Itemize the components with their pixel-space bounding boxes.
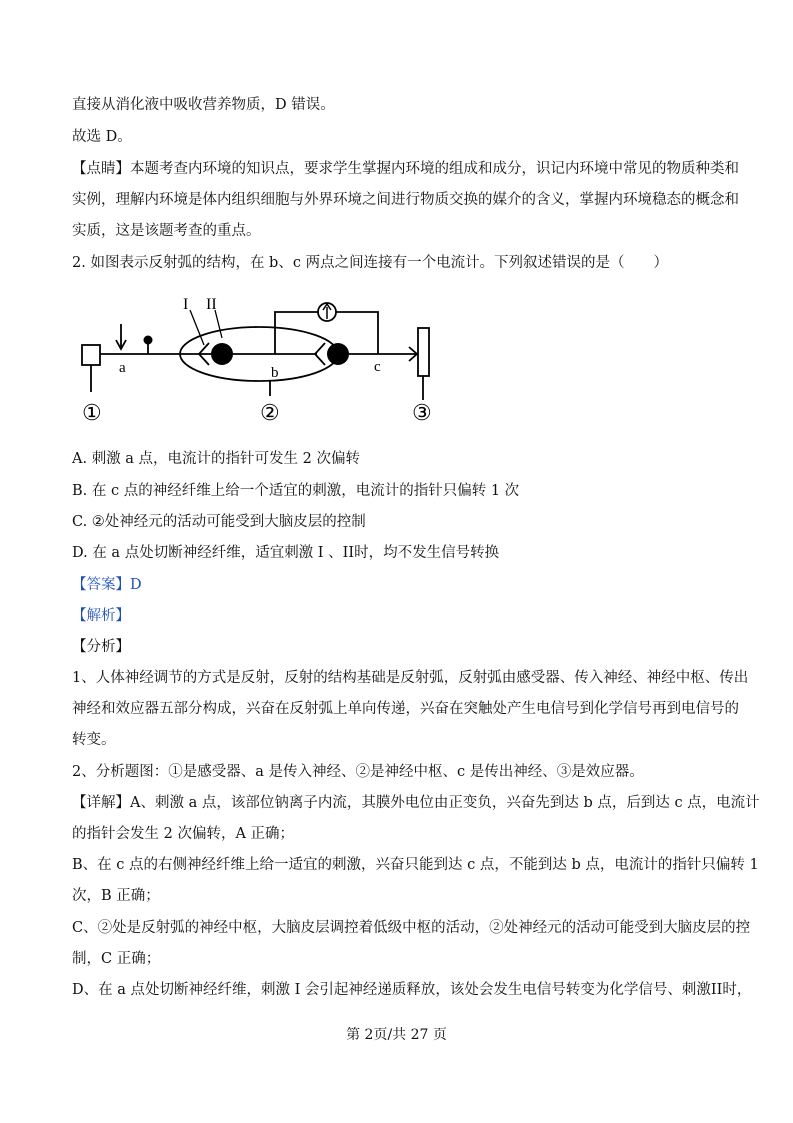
label-b: b [271,365,279,381]
label-a: a [119,360,126,376]
body-line: 1、人体神经调节的方式是反射，反射的结构基础是反射弧，反射弧由感受器、传入神经、神经中枢、传出 [72,670,749,686]
option-a: A. 刺激 a 点，电流计的指针可发生 2 次偏转 [72,451,360,467]
text-line: 实例，理解内环境是体内组织细胞与外界环境之间进行物质交换的媒介的含义，掌握内环境稳态的概念和 [72,192,739,208]
label-roman-1: I [183,296,189,313]
page-footer: 第 2页/共 27 页 [346,1027,447,1043]
question-stem: 2. 如图表示反射弧的结构，在 b、c 两点之间连接有一个电流计。下列叙述错误的是（ ） [72,255,669,271]
label-c: c [374,359,381,375]
label-circle-3: ③ [412,400,432,425]
knob [144,336,153,345]
cell-body-1 [211,343,233,365]
text-line: 直接从消化液中吸收营养物质，D 错误。 [72,97,335,113]
body-line: 转变。 [72,732,116,748]
effector-box [418,328,429,376]
reflex-arc-diagram [72,292,452,427]
body-line: B、在 c 点的右侧神经纤维上给一适宜的刺激，兴奋只能到达 c 点，不能到达 b 点，电流计的指针只偏转 1 [72,857,759,873]
analysis-tag: 【解析】 [72,608,130,624]
answer-tag: 【答案】D [72,577,142,593]
label-circle-1: ① [82,400,102,425]
text-line: 【点睛】本题考查内环境的知识点，要求学生掌握内环境的组成和成分，识记内环境中常见的物质种类和 [72,161,739,177]
body-line: 神经和效应器五部分构成，兴奋在反射弧上单向传递，兴奋在突触处产生电信号到化学信号再到电信号的 [72,701,739,717]
label-roman-2: II [206,296,217,313]
cell-body-2 [327,343,349,365]
option-c: C. ②处神经元的活动可能受到大脑皮层的控制 [72,514,366,530]
text-line: 实质，这是该题考查的重点。 [72,223,261,239]
option-b: B. 在 c 点的神经纤维上给一个适宜的刺激，电流计的指针只偏转 1 次 [72,483,520,499]
body-line: 【详解】A、刺激 a 点，该部位钠离子内流，其膜外电位由正变负，兴奋先到达 b 点，后到达 c 点，电流计 [72,795,760,811]
body-line: C、②处是反射弧的神经中枢，大脑皮层调控着低级中枢的活动，②处神经元的活动可能受到大脑皮层的控 [72,920,751,936]
body-line: 的指针会发生 2 次偏转，A 正确； [72,826,295,842]
text-line: 故选 D。 [72,129,132,145]
option-d: D. 在 a 点处切断神经纤维，适宜刺激 I 、II时，均不发生信号转换 [72,545,500,561]
fenxi-tag: 【分析】 [72,639,130,655]
receptor-box [82,345,100,365]
body-line: 次，B 正确； [72,888,160,904]
body-line: D、在 a 点处切断神经纤维，刺激 I 会引起神经递质释放，该处会发生电信号转变为化学信号、刺激II时， [72,982,752,998]
body-line: 2、分析题图：①是感受器、a 是传入神经、②是神经中枢、c 是传出神经、③是效应器。 [72,764,644,780]
body-line: 制，C 正确； [72,951,161,967]
label-circle-2: ② [260,400,280,425]
